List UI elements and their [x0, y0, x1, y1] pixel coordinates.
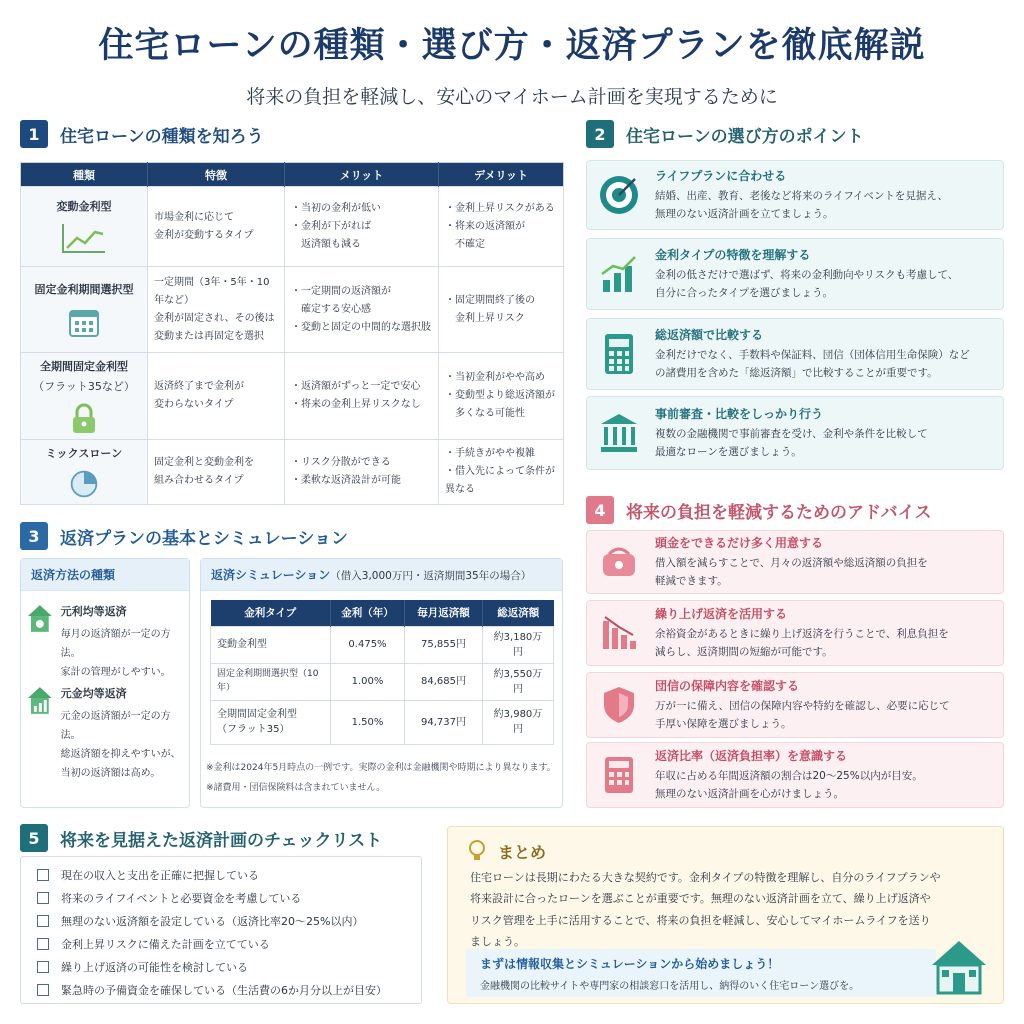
panel-title: 返済方法の種類 [21, 559, 189, 591]
section-title: 住宅ローンの選び方のポイント [626, 126, 864, 147]
card-body: 年収に占める年間返済額の割合は20〜25%以内が目安。 無理のない返済計画を心がけましょう。 [655, 769, 923, 800]
merit-cell: ・一定期間の返済額が 確定する安心感 ・変動と固定の中間的な選択肢 [285, 267, 439, 353]
checklist-item[interactable]: 無理のない返済額を設定している（返済比率20〜25%以内） [37, 913, 363, 929]
column-header: 種類 [21, 163, 148, 187]
section-number: 5 [20, 824, 48, 852]
checkbox[interactable] [37, 915, 49, 927]
loan-type-cell [21, 439, 148, 504]
loan-type-note: （フラット35など） [33, 379, 135, 393]
method-body: 毎月の返済額が一定の方法。 家計の管理がしやすい。 [60, 629, 171, 678]
checkbox[interactable] [37, 938, 49, 950]
table-row [211, 700, 554, 744]
rate-cell: 1.00% [331, 663, 405, 700]
feature-cell: 市場金利に応じて 金利が変動するタイプ [148, 187, 285, 267]
loan-type-name: 固定金利期間選択型 [34, 282, 134, 296]
loan-type-cell [21, 353, 148, 440]
table-header-row [21, 163, 564, 187]
lightbulb-icon [466, 839, 488, 863]
wallet-icon [593, 536, 645, 588]
checklist-item[interactable]: 金利上昇リスクに備えた計画を立てている [37, 936, 270, 952]
column-header: 金利（年） [331, 600, 405, 626]
panel-title: 返済シミュレーション（借入3,000万円・返済期間35年の場合） [201, 559, 562, 591]
demerit-cell: ・当初金利がやや高め ・変動型より総返済額が 多くなる可能性 [439, 353, 564, 440]
selection-point-card [586, 238, 1004, 310]
card-body: 結婚、出産、教育、老後など将来のライフイベントを見据え、 無理のない返済計画を立てましょう。 [655, 189, 949, 220]
table-header-row [211, 600, 554, 626]
table-row [21, 187, 564, 267]
merit-cell: ・当初の金利が低い ・金利が下がれば 返済額も減る [285, 187, 439, 267]
lock-icon [69, 403, 99, 435]
column-header: 金利タイプ [211, 600, 331, 626]
shield-icon [593, 679, 645, 731]
section-3-header [20, 522, 348, 550]
card-body: 金利だけでなく、手数料や保証料、団信（団体信用生命保険）など の諸費用を含めた「総返済額」で比較することが重要です。 [655, 348, 970, 379]
checkbox[interactable] [37, 869, 49, 881]
section-title: 将来を見据えた返済計画のチェックリスト [60, 830, 383, 851]
feature-cell: 返済終了まで金利が 変わらないタイプ [148, 353, 285, 440]
method-title: 元利均等返済 [60, 605, 127, 618]
section-number: 2 [586, 120, 614, 148]
repayment-method [27, 603, 189, 682]
footnote: ※金利は2024年5月時点の一例です。実際の金利は金融機関や時期により異なります。 [206, 763, 556, 773]
checklist-item[interactable]: 繰り上げ返済の可能性を検討している [37, 959, 248, 975]
house-coin-icon [27, 603, 53, 635]
section-4-header [586, 496, 932, 524]
selection-point-card [586, 160, 1004, 230]
monthly-cell: 75,855円 [405, 626, 483, 663]
page-title: 住宅ローンの種類・選び方・返済プランを徹底解説 [98, 26, 926, 66]
summary-header [466, 839, 546, 863]
card-title: 金利タイプの特徴を理解する [655, 247, 811, 262]
card-title: 総返済額で比較する [655, 327, 764, 342]
checkbox[interactable] [37, 892, 49, 904]
advice-card [586, 600, 1004, 666]
house-growth-icon [27, 685, 53, 717]
house-icon [928, 937, 990, 997]
advice-card [586, 742, 1004, 808]
loan-type-name: 変動金利型 [56, 199, 112, 213]
pie-chart-icon [67, 469, 101, 499]
summary-title: まとめ [498, 842, 547, 862]
selection-point-card [586, 396, 1004, 470]
simulation-table [210, 600, 554, 745]
card-title: 頭金をできるだけ多く用意する [655, 535, 824, 550]
checkbox[interactable] [37, 984, 49, 996]
loan-type-name: ミックスローン [45, 446, 123, 460]
section-title: 将来の負担を軽減するためのアドバイス [626, 502, 932, 523]
calendar-icon [67, 305, 101, 339]
feature-cell: 一定期間（3年・5年・10年など） 金利が固定され、その後は 変動または再固定を選択 [148, 267, 285, 353]
target-icon [593, 169, 645, 221]
feature-cell: 固定金利と変動金利を 組み合わせるタイプ [148, 439, 285, 504]
section-2-header [586, 120, 864, 148]
merit-cell: ・リスク分散ができる ・柔軟な返済設計が可能 [285, 439, 439, 504]
checklist-item[interactable]: 緊急時の予備資金を確保している（生活費の6か月分以上が目安） [37, 982, 387, 998]
repayment-method [27, 685, 189, 783]
rate-cell: 0.475% [331, 626, 405, 663]
advice-card [586, 530, 1004, 594]
summary-box [447, 826, 1004, 1004]
summary-body: 住宅ローンは長期にわたる大きな契約です。金利タイプの特徴を理解し、自分のライフプランや 将来設計に合ったローンを選ぶことが重要です。無理のない返済計画を立て、繰り上げ返済や リスク管理を上手に活用することで、将来の負担を軽減し、安心してマイホームライフを送り ましょう。 [470, 871, 941, 949]
column-header: メリット [285, 163, 439, 187]
method-title: 元金均等返済 [60, 687, 127, 700]
column-header: 特徴 [148, 163, 285, 187]
checklist [20, 856, 422, 1004]
section-number: 3 [20, 522, 48, 550]
loan-type-name: 全期間固定金利型 [40, 360, 128, 373]
section-number: 1 [20, 120, 48, 148]
section-5-header [20, 824, 382, 852]
table-row [21, 267, 564, 353]
bar-growth-icon [593, 248, 645, 300]
section-title: 返済プランの基本とシミュレーション [60, 528, 348, 549]
card-body: 万が一に備え、団信の保障内容や特約を確認し、必要に応じて 手厚い保障を選びましょう。 [655, 699, 950, 730]
card-body: 余裕資金があるときに繰り上げ返済を行うことで、利息負担を 減らし、返済期間の短縮が可能です。 [655, 627, 949, 658]
calculator-icon [593, 749, 645, 801]
method-body: 元金の返済額が一定の方法。 総返済額を抑えやすいが、 当初の返済額は高め。 [60, 711, 181, 779]
page-subtitle: 将来の負担を軽減し、安心のマイホーム計画を実現するために [246, 86, 778, 108]
card-title: 事前審査・比較をしっかり行う [655, 406, 824, 421]
table-row [211, 663, 554, 700]
demerit-cell: ・手続きがやや複雑 ・借入先によって条件が異なる [439, 439, 564, 504]
table-row [21, 353, 564, 440]
total-cell: 約3,180万円 [483, 626, 554, 663]
column-header: デメリット [439, 163, 564, 187]
table-row [211, 626, 554, 663]
section-title: 住宅ローンの種類を知ろう [60, 126, 264, 147]
checkbox[interactable] [37, 961, 49, 973]
card-body: 金利の低さだけで選ばず、将来の金利動向やリスクも考慮して、 自分に合ったタイプを選びましょう。 [655, 268, 959, 299]
call-to-action [466, 949, 936, 997]
loan-types-table [20, 162, 564, 505]
loan-type-cell [21, 187, 148, 267]
column-header: 毎月返済額 [405, 600, 483, 626]
call-title: まずは情報収集とシミュレーションから始めましょう！ [480, 957, 780, 971]
section-number: 4 [586, 496, 614, 524]
card-body: 複数の金融機関で事前審査を受け、金利や条件を比較して 最適なローンを選びましょう。 [655, 427, 928, 458]
calculator-icon [593, 328, 645, 380]
total-cell: 約3,550万円 [483, 663, 554, 700]
page-header [0, 18, 1024, 109]
line-chart-icon [59, 222, 109, 256]
table-row [21, 439, 564, 504]
card-title: ライフプランに合わせる [655, 168, 787, 183]
call-subtitle: 金融機関の比較サイトや専門家の相談窓口を活用し、納得のいく住宅ローン選びを。 [480, 981, 860, 992]
card-title: 返済比率（返済負担率）を意識する [655, 748, 848, 763]
card-title: 繰り上げ返済を活用する [655, 606, 788, 621]
demerit-cell: ・金利上昇リスクがある ・将来の返済額が 不確定 [439, 187, 564, 267]
checklist-item[interactable]: 将来のライフイベントと必要資金を考慮している [37, 890, 301, 906]
rate-type-cell: 固定金利期間選択型（10年） [211, 663, 331, 700]
footnote: ※諸費用・団信保険料は含まれていません。 [206, 783, 386, 793]
total-cell: 約3,980万円 [483, 700, 554, 744]
declining-bar-icon [593, 607, 645, 659]
merit-cell: ・返済額がずっと一定で安心 ・将来の金利上昇リスクなし [285, 353, 439, 440]
rate-type-cell: 変動金利型 [211, 626, 331, 663]
repayment-methods-panel [20, 558, 190, 808]
monthly-cell: 94,737円 [405, 700, 483, 744]
monthly-cell: 84,685円 [405, 663, 483, 700]
selection-point-card [586, 318, 1004, 390]
rate-cell: 1.50% [331, 700, 405, 744]
demerit-cell: ・固定期間終了後の 金利上昇リスク [439, 267, 564, 353]
rate-type-cell: 全期間固定金利型 （フラット35） [211, 700, 331, 744]
bank-icon [593, 407, 645, 459]
column-header: 総返済額 [483, 600, 554, 626]
section-1-header [20, 120, 264, 148]
card-title: 団信の保障内容を確認する [655, 678, 800, 693]
checklist-item[interactable]: 現在の収入と支出を正確に把握している [37, 867, 259, 883]
loan-type-cell [21, 267, 148, 353]
advice-card [586, 672, 1004, 738]
card-body: 借入額を減らすことで、月々の返済額や総返済額の負担を 軽減できます。 [655, 556, 928, 587]
